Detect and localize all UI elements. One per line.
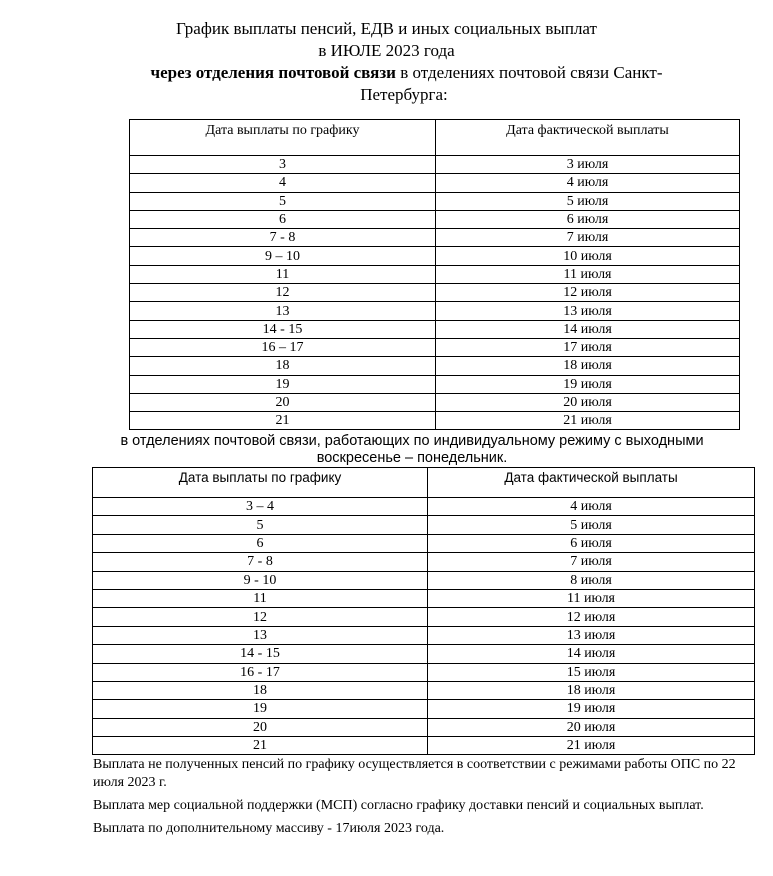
title-line-1: График выплаты пенсий, ЕДВ и иных социальных выплат xyxy=(176,19,597,38)
table-row xyxy=(130,393,740,411)
table-row xyxy=(130,174,740,192)
actual-date-cell: 12 июля xyxy=(436,284,740,302)
table-row xyxy=(93,553,755,571)
table-row xyxy=(130,302,740,320)
actual-date-cell: 17 июля xyxy=(436,338,740,356)
scheduled-date-cell: 14 - 15 xyxy=(93,645,428,663)
table-row xyxy=(130,338,740,356)
scheduled-date-cell: 7 - 8 xyxy=(130,229,436,247)
table-row xyxy=(93,589,755,607)
scheduled-date-cell: 4 xyxy=(130,174,436,192)
scheduled-date-cell: 9 – 10 xyxy=(130,247,436,265)
scheduled-date-cell: 5 xyxy=(93,516,428,534)
scheduled-date-cell: 11 xyxy=(93,589,428,607)
actual-date-cell: 6 июля xyxy=(428,534,755,552)
table-header-row xyxy=(130,120,740,156)
actual-date-cell: 4 июля xyxy=(436,174,740,192)
scheduled-date-cell: 12 xyxy=(130,284,436,302)
notes-section xyxy=(93,756,743,843)
scheduled-date-cell: 5 xyxy=(130,192,436,210)
actual-date-cell: 12 июля xyxy=(428,608,755,626)
actual-date-cell: 18 июля xyxy=(436,357,740,375)
scheduled-date-cell: 13 xyxy=(93,626,428,644)
table-row xyxy=(93,498,755,516)
scheduled-date-cell: 3 – 4 xyxy=(93,498,428,516)
scheduled-date-cell: 9 - 10 xyxy=(93,571,428,589)
actual-date-cell: 3 июля xyxy=(436,156,740,174)
table-row xyxy=(93,663,755,681)
title-line-3 xyxy=(0,62,773,84)
schedule-table-regular xyxy=(129,119,740,430)
actual-date-cell: 6 июля xyxy=(436,210,740,228)
document-title xyxy=(0,18,773,106)
table-row xyxy=(130,247,740,265)
scheduled-date-cell: 6 xyxy=(93,534,428,552)
scheduled-date-cell: 21 xyxy=(93,737,428,755)
scheduled-date-cell: 14 - 15 xyxy=(130,320,436,338)
table-row xyxy=(93,645,755,663)
actual-date-cell: 14 июля xyxy=(436,320,740,338)
actual-date-cell: 4 июля xyxy=(428,498,755,516)
actual-date-cell: 15 июля xyxy=(428,663,755,681)
actual-date-cell: 18 июля xyxy=(428,681,755,699)
scheduled-date-cell: 3 xyxy=(130,156,436,174)
table-row xyxy=(130,284,740,302)
actual-date-cell: 20 июля xyxy=(428,718,755,736)
column-header-actual-date: Дата фактической выплаты xyxy=(436,120,740,156)
scheduled-date-cell: 21 xyxy=(130,412,436,430)
table-row xyxy=(93,681,755,699)
scheduled-date-cell: 12 xyxy=(93,608,428,626)
column-header-actual-date: Дата фактической выплаты xyxy=(428,468,755,498)
scheduled-date-cell: 16 – 17 xyxy=(130,338,436,356)
actual-date-cell: 11 июля xyxy=(436,265,740,283)
scheduled-date-cell: 6 xyxy=(130,210,436,228)
actual-date-cell: 8 июля xyxy=(428,571,755,589)
table-row xyxy=(130,375,740,393)
actual-date-cell: 19 июля xyxy=(428,700,755,718)
column-header-scheduled-date: Дата выплаты по графику xyxy=(130,120,436,156)
table-row xyxy=(93,571,755,589)
table-row xyxy=(130,412,740,430)
table-row xyxy=(130,210,740,228)
scheduled-date-cell: 18 xyxy=(93,681,428,699)
actual-date-cell: 5 июля xyxy=(428,516,755,534)
table-row xyxy=(93,718,755,736)
actual-date-cell: 11 июля xyxy=(428,589,755,607)
actual-date-cell: 10 июля xyxy=(436,247,740,265)
schedule-table-individual xyxy=(92,467,755,755)
scheduled-date-cell: 18 xyxy=(130,357,436,375)
actual-date-cell: 20 июля xyxy=(436,393,740,411)
caption-line-2: воскресенье – понедельник. xyxy=(316,450,508,466)
scheduled-date-cell: 11 xyxy=(130,265,436,283)
title-rest-text: в отделениях почтовой связи Санкт- xyxy=(395,63,663,82)
scheduled-date-cell: 19 xyxy=(93,700,428,718)
table-row xyxy=(93,534,755,552)
scheduled-date-cell: 16 - 17 xyxy=(93,663,428,681)
table-row xyxy=(93,700,755,718)
scheduled-date-cell: 19 xyxy=(130,375,436,393)
title-line-2: в ИЮЛЕ 2023 года xyxy=(318,41,455,60)
table-header-row xyxy=(93,468,755,498)
table-row xyxy=(130,320,740,338)
note-additional-array: Выплата по дополнительному массиву - 17июля 2023 года. xyxy=(93,821,445,836)
table-row xyxy=(130,229,740,247)
actual-date-cell: 5 июля xyxy=(436,192,740,210)
scheduled-date-cell: 7 - 8 xyxy=(93,553,428,571)
scheduled-date-cell: 13 xyxy=(130,302,436,320)
table-row xyxy=(93,516,755,534)
actual-date-cell: 21 июля xyxy=(436,412,740,430)
table-row xyxy=(130,265,740,283)
actual-date-cell: 19 июля xyxy=(436,375,740,393)
table-row xyxy=(93,737,755,755)
column-header-scheduled-date: Дата выплаты по графику xyxy=(93,468,428,498)
actual-date-cell: 7 июля xyxy=(436,229,740,247)
table-row xyxy=(130,192,740,210)
note-unreceived-pensions: Выплата не полученных пенсий по графику осуществляется в соответствии с режимами работы ОПС по 22 июля 2023 г. xyxy=(93,757,736,790)
table-row xyxy=(93,608,755,626)
table-row xyxy=(93,626,755,644)
actual-date-cell: 13 июля xyxy=(436,302,740,320)
title-bold-text: через отделения почтовой связи xyxy=(150,63,396,82)
title-line-4: Петербурга: xyxy=(360,85,448,104)
actual-date-cell: 14 июля xyxy=(428,645,755,663)
note-social-support: Выплата мер социальной поддержки (МСП) согласно графику доставки пенсий и социальных выплат. xyxy=(93,798,704,813)
scheduled-date-cell: 20 xyxy=(130,393,436,411)
table-row xyxy=(130,357,740,375)
actual-date-cell: 7 июля xyxy=(428,553,755,571)
individual-mode-caption xyxy=(92,433,732,467)
actual-date-cell: 13 июля xyxy=(428,626,755,644)
actual-date-cell: 21 июля xyxy=(428,737,755,755)
scheduled-date-cell: 20 xyxy=(93,718,428,736)
table-row xyxy=(130,156,740,174)
caption-line-1: в отделениях почтовой связи, работающих по индивидуальному режиму с выходными xyxy=(120,433,704,449)
